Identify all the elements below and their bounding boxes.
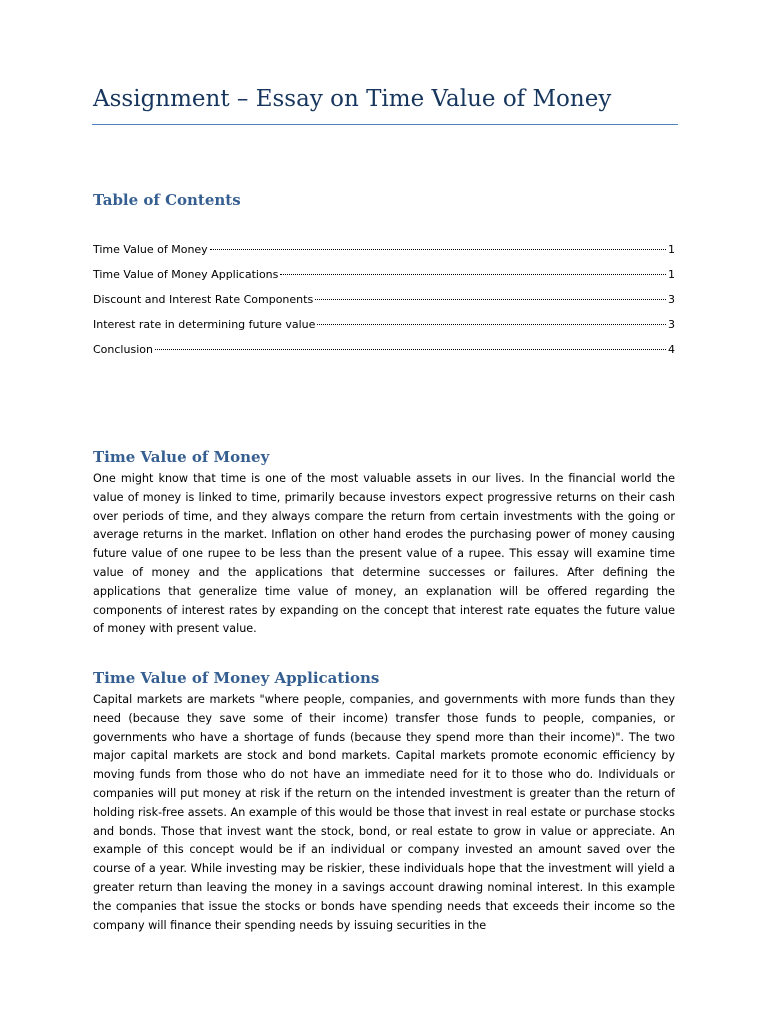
toc-entry[interactable] [93, 342, 675, 367]
document-title: Assignment – Essay on Time Value of Money [93, 86, 612, 112]
toc-dot-leader [210, 248, 666, 250]
toc-entry[interactable] [93, 267, 675, 292]
section-heading-time-value-of-money: Time Value of Money [93, 448, 270, 466]
toc-entry-page: 3 [668, 318, 675, 331]
toc-entry-page: 4 [668, 343, 675, 356]
toc-entry-label[interactable]: Discount and Interest Rate Components [93, 293, 314, 306]
toc-dot-leader [317, 323, 666, 325]
toc-dot-leader [315, 298, 666, 300]
toc-entry[interactable] [93, 242, 675, 267]
toc-dot-leader [280, 273, 666, 275]
toc-entry[interactable] [93, 292, 675, 317]
toc-entry[interactable] [93, 317, 675, 342]
toc-dot-leader [155, 348, 666, 350]
toc-entry-label[interactable]: Time Value of Money Applications [93, 268, 279, 281]
toc-entry-page: 3 [668, 293, 675, 306]
section-body-time-value-of-money: One might know that time is one of the most valuable assets in our lives. In the financial world the value of money is linked to time, primarily because investors expect progressive returns on their cash over periods of time, and they always compare the return from certain investments with the going or average returns in the market. Inflation on other hand erodes the purchasing power of money causing future value of one rupee to be less than the present value of a rupee. This essay will examine time value of money and the applications that determine successes or failures. After defining the applications that generalize time value of money, an explanation will be offered regarding the components of interest rates by expanding on the concept that interest rate equates the future value of money with present value. [93, 472, 675, 636]
toc-entry-label[interactable]: Interest rate in determining future value [93, 318, 316, 331]
toc-heading: Table of Contents [93, 191, 241, 209]
toc-entry-page: 1 [668, 243, 675, 256]
toc-entry-label[interactable]: Time Value of Money [93, 243, 208, 256]
toc-entry-label[interactable]: Conclusion [93, 343, 153, 356]
toc-entry-page: 1 [668, 268, 675, 281]
section-body-applications: Capital markets are markets "where people, companies, and governments with more funds than they need (because they save some of their income) transfer those funds to people, companies, or governments who have a shortage of funds (because they spend more than their income)". The two major capital markets are stock and bond markets. Capital markets promote economic efficiency by moving funds from those who do not have an immediate need for it to those who do. Individuals or companies will put money at risk if the return on the intended investment is greater than the return of holding risk-free assets. An example of this would be those that invest in real estate or purchase stocks and bonds. Those that invest want the stock, bond, or real estate to grow in value or appreciate. An example of this concept would be if an individual or company invested an amount saved over the course of a year. While investing may be riskier, these individuals hope that the investment will yield a greater return than leaving the money in a savings account drawing nominal interest. In this example the companies that issue the stocks or bonds have spending needs that exceeds their income so the company will finance their spending needs by issuing securities in the [93, 693, 675, 932]
title-underline [92, 124, 678, 125]
table-of-contents [93, 242, 675, 367]
section-heading-applications: Time Value of Money Applications [93, 669, 380, 687]
